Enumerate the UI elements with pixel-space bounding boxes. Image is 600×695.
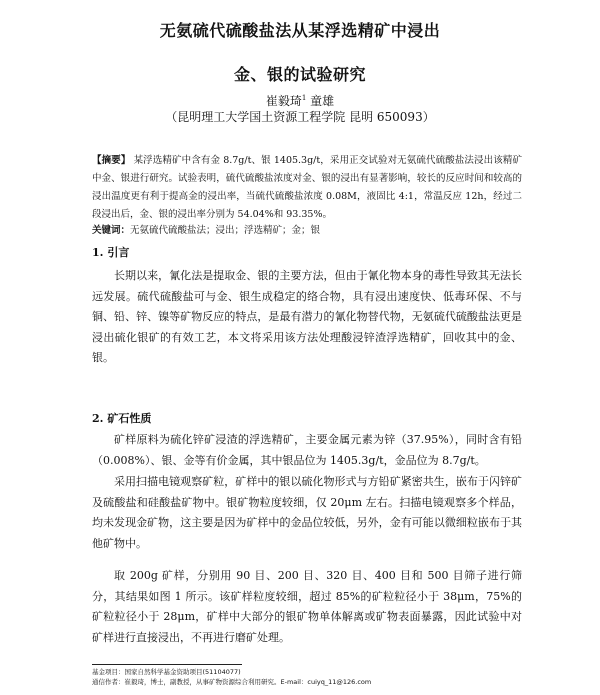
section-1-heading: 1. 引言 [92,246,130,259]
paper-title-line-1: 无氨硫代硫酸盐法从某浮选精矿中浸出 [159,21,441,40]
footnote-funding: 基金项目：国家自然科学基金资助项目(51104077) [92,668,241,676]
authors [0,92,600,109]
section-1-paragraph: 长期以来，氰化法是提取金、银的主要方法，但由于氰化物本身的毒性导致其无法长远发展。硫代硫酸盐可与金、银生成稳定的络合物，具有浸出速度快、低毒环保、不与铜、铅、锌、镍等矿物反应的特点，是最有潜力的氰化物替代物，无氨硫代硫酸盐法更是浸出硫化银矿的有效工艺，本文将采用该方法处理酸浸锌渣浮选精矿，回收其中的金、银。 [92,269,522,364]
keywords [92,222,522,236]
section-2-paragraph-2: 采用扫描电镜观察矿粒，矿样中的银以硫化物形式与方铅矿紧密共生，嵌布于闪锌矿及硫酸盐和硅酸盐矿物中。银矿物粒度较细，仅 20μm 左右。扫描电镜观察多个样品，均未发现金矿物，这主要是因为矿样中的金品位较低，另外，金有可能以微细粒嵌布于其他矿物中。 [92,475,522,550]
affiliation: （昆明理工大学国土资源工程学院 昆明 650093） [165,110,435,124]
keywords-text: 无氨硫代硫酸盐法；浸出；浮选精矿；金；银 [130,225,321,236]
abstract-label: 【摘要】 [92,155,131,166]
section-2-heading: 2. 矿石性质 [92,412,152,425]
author-name: 崔毅琦 [265,94,302,108]
footnote-divider [92,664,242,665]
paper-title-line-2: 金、银的试验研究 [233,65,366,84]
author-superscript: 1 [301,94,307,102]
section-2-paragraph-3: 取 200g 矿样，分别用 90 目、200 目、320 目、400 目和 500 目筛子进行筛分，其结果如图 1 所示。该矿样粒度较细，超过 85%的矿粒粒径小于 38μm，75%的矿粒粒径小于 28μm，矿样中大部分的银矿物单体解离或矿物表面暴露，因此试验中对矿样进行直接浸出，不再进行磨矿处理。 [92,569,522,644]
keywords-label: 关键词： [92,225,131,236]
footnote-author-info: 通信作者：崔毅琦，博士，副教授，从事矿物资源综合利用研究。E-mail：cuiyq_11@126.com [92,678,372,686]
abstract-text: 某浮选精矿中含有金 8.7g/t、银 1405.3g/t，采用正交试验对无氨硫代硫酸盐法浸出该精矿中金、银进行研究。试验表明，硫代硫酸盐浓度对金、银的浸出有显著影响，较长的反应时间和较高的浸出温度更有利于提高金的浸出率，当硫代硫酸盐浓度 0.08M，液固比 4:1，常温反应 12h，经过二段浸出后，金、银的浸出率分别为 54.04%和 93.35%。 [92,155,522,220]
abstract [92,152,522,224]
coauthor-name: 童雄 [306,94,335,108]
section-2-paragraph-1: 矿样原料为硫化锌矿浸渣的浮选精矿，主要金属元素为锌（37.95%），同时含有铅（0.008%）、银、金等有价金属，其中银品位为 1405.3g/t，金品位为 8.7g/t。 [92,433,522,467]
